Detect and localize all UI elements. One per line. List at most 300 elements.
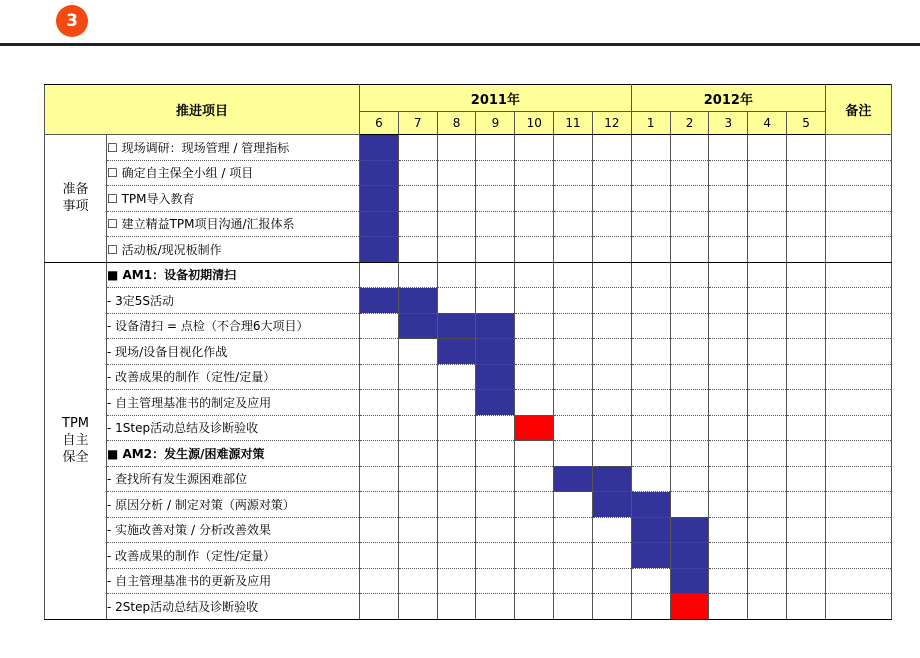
month-cell [592, 237, 631, 263]
month-cell [709, 415, 748, 441]
month-cell [592, 288, 631, 314]
task-label: ☐ 现场调研：现场管理 / 管理指标 [107, 135, 360, 161]
month-header: 10 [515, 112, 554, 135]
notes-cell [825, 186, 891, 212]
month-cell [670, 288, 709, 314]
month-cell [748, 466, 787, 492]
month-cell [360, 568, 399, 594]
month-cell [748, 313, 787, 339]
task-row [45, 415, 892, 441]
month-cell [360, 415, 399, 441]
month-cell [709, 364, 748, 390]
task-row [45, 339, 892, 365]
month-cell [787, 517, 826, 543]
month-cell [437, 262, 476, 288]
task-group-label: ■ AM2：发生源/困难源对策 [107, 441, 360, 467]
month-cell [670, 160, 709, 186]
month-cell [709, 135, 748, 161]
month-cell [476, 492, 515, 518]
gantt-bar [437, 339, 476, 365]
task-row [45, 288, 892, 314]
month-cell [631, 466, 670, 492]
month-header: 9 [476, 112, 515, 135]
month-cell [515, 492, 554, 518]
gantt-bar [476, 339, 515, 365]
gantt-bar [631, 492, 670, 518]
task-row [45, 594, 892, 620]
month-cell [748, 364, 787, 390]
task-row [45, 313, 892, 339]
notes-cell [825, 415, 891, 441]
task-label: - 1Step活动总结及诊断验收 [107, 415, 360, 441]
month-cell [437, 135, 476, 161]
month-cell [631, 313, 670, 339]
month-cell [515, 186, 554, 212]
category-cell: 准备 事项 [45, 135, 107, 263]
month-cell [748, 186, 787, 212]
notes-cell [825, 543, 891, 569]
month-cell [592, 415, 631, 441]
month-cell [437, 390, 476, 416]
month-cell [360, 313, 399, 339]
month-cell [787, 568, 826, 594]
task-label: ☐ 确定自主保全小组 / 项目 [107, 160, 360, 186]
task-label: ☐ 建立精益TPM项目沟通/汇报体系 [107, 211, 360, 237]
task-row [45, 211, 892, 237]
month-cell [631, 237, 670, 263]
month-cell [592, 160, 631, 186]
month-cell [398, 135, 437, 161]
month-cell [515, 441, 554, 467]
task-label: - 现场/设备目视化作战 [107, 339, 360, 365]
year-header: 2012年 [631, 85, 825, 112]
month-cell [670, 415, 709, 441]
month-cell [709, 339, 748, 365]
month-cell [787, 211, 826, 237]
month-cell [670, 135, 709, 161]
month-cell [437, 288, 476, 314]
month-cell [476, 543, 515, 569]
month-cell [398, 339, 437, 365]
gantt-bar [437, 313, 476, 339]
task-row [45, 517, 892, 543]
month-cell [360, 517, 399, 543]
gantt-bar [631, 517, 670, 543]
notes-cell [825, 492, 891, 518]
gantt-bar [476, 364, 515, 390]
month-cell [748, 441, 787, 467]
month-header: 7 [398, 112, 437, 135]
month-cell [748, 543, 787, 569]
task-row [45, 186, 892, 212]
month-cell [592, 313, 631, 339]
notes-cell [825, 288, 891, 314]
month-cell [748, 492, 787, 518]
month-cell [592, 186, 631, 212]
month-header: 8 [437, 112, 476, 135]
month-header: 3 [709, 112, 748, 135]
task-label: - 查找所有发生源困难部位 [107, 466, 360, 492]
month-cell [670, 313, 709, 339]
month-cell [515, 517, 554, 543]
month-cell [476, 160, 515, 186]
notes-column-header: 备注 [825, 85, 891, 135]
month-cell [748, 390, 787, 416]
task-label: - 设备清扫 = 点检（不合理6大项目） [107, 313, 360, 339]
month-cell [787, 313, 826, 339]
task-row [45, 262, 892, 288]
month-cell [476, 237, 515, 263]
month-cell [787, 466, 826, 492]
task-group-label: ■ AM1：设备初期清扫 [107, 262, 360, 288]
month-cell [437, 466, 476, 492]
month-cell [554, 186, 593, 212]
gantt-bar [476, 390, 515, 416]
notes-cell [825, 441, 891, 467]
month-cell [709, 441, 748, 467]
month-cell [748, 160, 787, 186]
month-cell [748, 262, 787, 288]
task-label: - 原因分析 / 制定对策（两源对策） [107, 492, 360, 518]
month-cell [631, 186, 670, 212]
month-cell [554, 594, 593, 620]
month-cell [709, 390, 748, 416]
month-cell [631, 390, 670, 416]
gantt-bar [360, 135, 399, 161]
month-cell [437, 517, 476, 543]
page-number-badge: 3 [56, 5, 88, 37]
task-label: - 自主管理基准书的更新及应用 [107, 568, 360, 594]
month-cell [437, 237, 476, 263]
month-cell [709, 568, 748, 594]
month-cell [592, 364, 631, 390]
gantt-bar [398, 313, 437, 339]
month-cell [515, 313, 554, 339]
month-cell [437, 160, 476, 186]
month-cell [592, 135, 631, 161]
month-cell [631, 160, 670, 186]
month-header: 4 [748, 112, 787, 135]
month-cell [748, 517, 787, 543]
month-cell [398, 415, 437, 441]
month-cell [631, 594, 670, 620]
month-cell [437, 594, 476, 620]
month-cell [787, 390, 826, 416]
month-cell [360, 594, 399, 620]
month-cell [554, 441, 593, 467]
task-row [45, 237, 892, 263]
month-cell [554, 390, 593, 416]
month-cell [515, 262, 554, 288]
notes-cell [825, 594, 891, 620]
task-row [45, 390, 892, 416]
notes-cell [825, 237, 891, 263]
month-cell [398, 160, 437, 186]
notes-cell [825, 568, 891, 594]
gantt-bar [670, 568, 709, 594]
month-cell [515, 568, 554, 594]
notes-cell [825, 466, 891, 492]
month-cell [476, 186, 515, 212]
month-cell [709, 492, 748, 518]
task-row [45, 160, 892, 186]
month-cell [709, 237, 748, 263]
month-cell [554, 237, 593, 263]
notes-cell [825, 211, 891, 237]
task-label: ☐ TPM导入教育 [107, 186, 360, 212]
month-cell [515, 594, 554, 620]
gantt-bar [670, 517, 709, 543]
month-cell [709, 517, 748, 543]
month-cell [670, 339, 709, 365]
month-cell [748, 288, 787, 314]
notes-cell [825, 517, 891, 543]
month-cell [554, 364, 593, 390]
month-cell [670, 364, 709, 390]
task-column-header: 推进项目 [45, 85, 360, 135]
month-cell [398, 441, 437, 467]
month-cell [360, 441, 399, 467]
month-cell [554, 339, 593, 365]
gantt-bar [592, 492, 631, 518]
task-row [45, 364, 892, 390]
month-cell [554, 211, 593, 237]
month-cell [476, 262, 515, 288]
month-cell [631, 568, 670, 594]
month-cell [360, 492, 399, 518]
month-cell [360, 339, 399, 365]
task-label: - 自主管理基准书的制定及应用 [107, 390, 360, 416]
month-cell [398, 568, 437, 594]
month-cell [437, 364, 476, 390]
month-cell [592, 543, 631, 569]
task-label: - 改善成果的制作（定性/定量） [107, 364, 360, 390]
month-cell [748, 339, 787, 365]
month-cell [787, 237, 826, 263]
gantt-table [44, 84, 892, 620]
notes-cell [825, 135, 891, 161]
month-cell [515, 211, 554, 237]
gantt-bar [554, 466, 593, 492]
month-cell [515, 237, 554, 263]
month-cell [748, 211, 787, 237]
month-cell [437, 441, 476, 467]
month-cell [709, 288, 748, 314]
gantt-milestone [515, 415, 554, 441]
month-cell [476, 517, 515, 543]
month-cell [592, 211, 631, 237]
month-header: 2 [670, 112, 709, 135]
month-cell [515, 364, 554, 390]
gantt-bar [360, 160, 399, 186]
month-cell [670, 441, 709, 467]
month-header: 5 [787, 112, 826, 135]
month-cell [437, 211, 476, 237]
month-cell [670, 466, 709, 492]
month-cell [398, 262, 437, 288]
notes-cell [825, 390, 891, 416]
month-cell [592, 441, 631, 467]
month-cell [515, 466, 554, 492]
month-cell [476, 211, 515, 237]
notes-cell [825, 339, 891, 365]
header-row-years [45, 85, 892, 112]
month-cell [476, 135, 515, 161]
month-cell [670, 390, 709, 416]
gantt-bar [670, 543, 709, 569]
month-cell [631, 364, 670, 390]
notes-cell [825, 262, 891, 288]
month-cell [748, 415, 787, 441]
month-cell [670, 186, 709, 212]
month-cell [515, 543, 554, 569]
month-cell [787, 441, 826, 467]
month-cell [437, 415, 476, 441]
task-label: - 改善成果的制作（定性/定量） [107, 543, 360, 569]
month-cell [670, 237, 709, 263]
header-divider [0, 43, 920, 46]
month-cell [787, 135, 826, 161]
month-cell [592, 390, 631, 416]
month-cell [554, 288, 593, 314]
month-cell [360, 262, 399, 288]
task-row [45, 441, 892, 467]
month-cell [592, 262, 631, 288]
month-cell [398, 492, 437, 518]
task-label: - 2Step活动总结及诊断验收 [107, 594, 360, 620]
gantt-bar [360, 237, 399, 263]
month-cell [748, 594, 787, 620]
month-cell [709, 186, 748, 212]
year-header: 2011年 [360, 85, 632, 112]
month-cell [398, 211, 437, 237]
month-cell [748, 568, 787, 594]
task-row [45, 543, 892, 569]
month-cell [476, 594, 515, 620]
gantt-bar [631, 543, 670, 569]
notes-cell [825, 364, 891, 390]
month-cell [709, 313, 748, 339]
gantt-milestone [670, 594, 709, 620]
gantt-bar [360, 288, 399, 314]
month-cell [398, 390, 437, 416]
month-cell [360, 466, 399, 492]
month-cell [398, 594, 437, 620]
month-cell [554, 135, 593, 161]
gantt-bar [476, 313, 515, 339]
month-cell [631, 441, 670, 467]
month-cell [360, 390, 399, 416]
month-cell [787, 594, 826, 620]
month-cell [554, 415, 593, 441]
month-cell [787, 160, 826, 186]
month-cell [709, 594, 748, 620]
category-cell: TPM 自主 保全 [45, 262, 107, 619]
month-cell [631, 262, 670, 288]
month-cell [709, 262, 748, 288]
month-cell [398, 543, 437, 569]
month-cell [787, 186, 826, 212]
task-label: - 实施改善对策 / 分析改善效果 [107, 517, 360, 543]
month-cell [515, 390, 554, 416]
month-cell [554, 543, 593, 569]
month-cell [631, 211, 670, 237]
month-cell [748, 237, 787, 263]
month-cell [437, 568, 476, 594]
task-row [45, 568, 892, 594]
month-cell [709, 543, 748, 569]
month-cell [787, 262, 826, 288]
month-cell [398, 364, 437, 390]
month-cell [787, 288, 826, 314]
month-cell [437, 186, 476, 212]
month-cell [476, 466, 515, 492]
month-cell [670, 262, 709, 288]
month-header: 1 [631, 112, 670, 135]
month-cell [787, 415, 826, 441]
month-cell [360, 364, 399, 390]
month-cell [398, 517, 437, 543]
month-cell [670, 211, 709, 237]
month-cell [398, 466, 437, 492]
gantt-bar [398, 288, 437, 314]
month-cell [631, 339, 670, 365]
month-cell [554, 568, 593, 594]
month-cell [709, 466, 748, 492]
month-cell [592, 594, 631, 620]
month-cell [631, 288, 670, 314]
month-cell [398, 237, 437, 263]
month-cell [437, 543, 476, 569]
month-cell [554, 313, 593, 339]
month-cell [592, 517, 631, 543]
month-cell [787, 339, 826, 365]
month-cell [515, 160, 554, 186]
month-header: 11 [554, 112, 593, 135]
month-cell [670, 492, 709, 518]
notes-cell [825, 160, 891, 186]
month-cell [554, 160, 593, 186]
gantt-bar [360, 211, 399, 237]
task-row [45, 492, 892, 518]
task-row [45, 466, 892, 492]
month-cell [631, 415, 670, 441]
gantt-bar [360, 186, 399, 212]
month-cell [709, 160, 748, 186]
month-cell [515, 135, 554, 161]
month-cell [515, 288, 554, 314]
month-cell [748, 135, 787, 161]
task-label: - 3定5S活动 [107, 288, 360, 314]
month-cell [709, 211, 748, 237]
month-cell [360, 543, 399, 569]
month-cell [515, 339, 554, 365]
task-row [45, 135, 892, 161]
month-cell [631, 135, 670, 161]
notes-cell [825, 313, 891, 339]
month-cell [476, 288, 515, 314]
task-label: ☐ 活动板/现况板制作 [107, 237, 360, 263]
month-cell [787, 543, 826, 569]
month-cell [437, 492, 476, 518]
month-cell [554, 492, 593, 518]
gantt-bar [592, 466, 631, 492]
month-cell [592, 339, 631, 365]
month-header: 6 [360, 112, 399, 135]
month-cell [592, 568, 631, 594]
month-cell [398, 186, 437, 212]
month-cell [476, 568, 515, 594]
